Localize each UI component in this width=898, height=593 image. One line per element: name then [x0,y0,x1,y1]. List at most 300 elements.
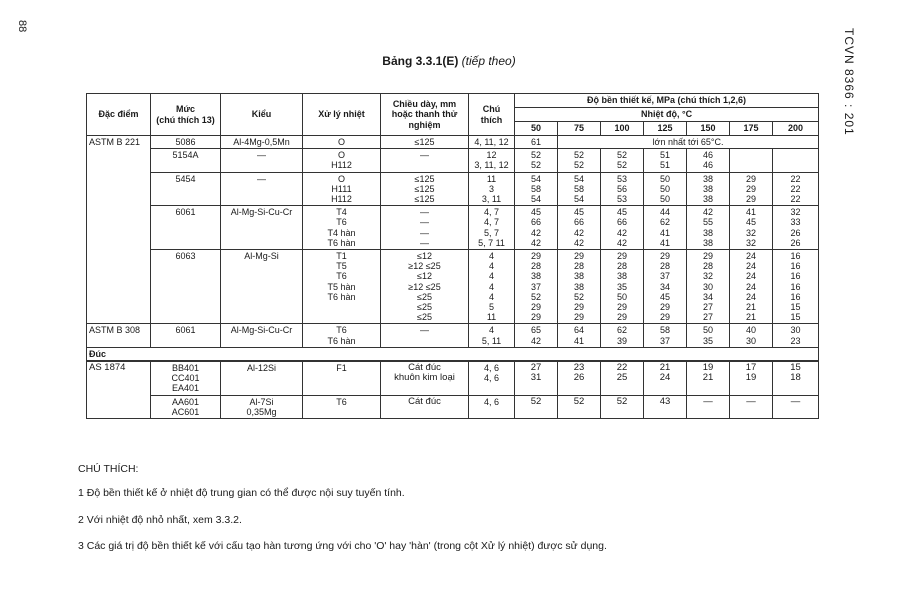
cell-line: T6 [336,325,347,336]
cell-line: O [337,137,345,147]
cell-line: 32 [702,271,713,282]
value-cell [730,172,773,206]
cell-line: — [746,395,756,407]
cell-line: 29 [702,251,713,262]
cell-line: 4, 7 [483,217,499,228]
cell-line: 32 [790,207,801,218]
cell-line: 24 [745,281,756,292]
header-kieu: Kiểu [221,94,303,136]
cell-line: 38 [616,271,627,282]
cell-line: 40 [745,325,756,336]
cell-line: 52 [530,160,541,171]
section-row [87,347,819,361]
table-title-text: Bảng 3.3.1(E) [382,54,459,68]
span-note-cell: lớn nhất tới 65°C. [558,136,819,149]
cell-line: 0,35Mg [246,406,277,417]
note-item-1: 1 Độ bền thiết kế ở nhiệt độ trung gian có thể được nội suy tuyến tính. [78,487,405,499]
cell-line: 65 [530,325,541,336]
cell-line: 28 [702,261,713,272]
cell-line: — [420,237,429,248]
cell-line: 16 [790,291,801,302]
value-cell [773,361,819,395]
cell-line: 21 [745,302,756,313]
cell-line: 51 [659,150,670,161]
cell-line: 5, 7 [483,227,499,238]
value-cell [515,172,558,206]
cell-line: 4 [488,261,494,272]
value-cell [558,172,601,206]
cell-line: 35 [616,281,627,292]
cell-line: ≤125 [414,137,435,147]
header-do-ben: Độ bền thiết kế, MPa (chú thích 1,2,6) [515,94,819,108]
cell-line: 24 [659,372,671,384]
cell-line: 56 [616,183,627,194]
note-cell [469,361,515,395]
cell-line: ≤12 [417,271,432,282]
cell-line: T5 hàn [327,281,356,292]
cell-line: EA401 [171,383,200,394]
cell-line: 27 [702,312,713,323]
cell-line: 16 [790,251,801,262]
cell-line: 44 [659,207,670,218]
temper-cell [303,206,381,250]
cell-line: 28 [530,261,541,272]
cell-line: 53 [616,194,627,205]
cell-line: 38 [530,271,541,282]
value-cell [687,206,730,250]
cell-line: 24 [745,291,756,302]
cell-line: 4 [488,251,494,262]
cell-line: ≤12 [417,251,432,262]
cell-line: 32 [745,237,756,248]
value-cell [687,324,730,347]
value-cell [515,206,558,250]
cell-line: 50 [659,183,670,194]
cell-line: Al-7Si [249,396,274,407]
cell-line: 30 [702,281,713,292]
cell-line: ≤25 [417,302,432,313]
cell-line: 29 [530,251,541,262]
spec-cell: ASTM B 221 [87,136,151,324]
temper-cell [303,395,381,418]
header-xu-ly-nhiet: Xử lý nhiệt [303,94,381,136]
thickness-cell [381,172,469,206]
cell-line: 29 [745,173,756,184]
cell-line: 42 [616,237,627,248]
note-cell [469,324,515,347]
value-cell [515,395,558,418]
cell-line: 52 [530,150,541,161]
cell-line: 38 [702,227,713,238]
thickness-cell [381,324,469,347]
value-cell [601,324,644,347]
cell-line: 24 [745,271,756,282]
grade-cell: 6061 [151,206,221,250]
page-number: 88 [16,20,28,33]
type-cell: Al-4Mg-0,5Mn [221,136,303,149]
cell-line: 5 [488,302,494,313]
cell-line: T6 hàn [327,335,356,346]
cell-line: 46 [702,160,713,171]
cell-line: O [337,173,345,184]
cell-line: 45 [745,217,756,228]
cell-line: 29 [573,312,584,323]
cell-line: 52 [573,395,585,407]
header-temp-175: 175 [730,122,773,136]
value-cell [558,361,601,395]
cell-line: ≤25 [417,312,432,323]
cell-line: 54 [530,194,541,205]
cell-line: 22 [616,362,628,374]
temper-cell [303,149,381,172]
cell-line: 64 [573,325,584,336]
cell-line: — [420,150,429,161]
cell-line: 4, 7 [483,207,499,218]
cell-line: T4 [336,207,347,218]
temper-cell [303,324,381,347]
cell-line: 34 [702,291,713,302]
cell-line: 29 [659,302,670,313]
thickness-cell [381,250,469,324]
cell-line: 37 [659,271,670,282]
cell-line: 22 [790,194,801,205]
value-cell [644,206,687,250]
cell-line: 58 [573,183,584,194]
cell-line: 38 [573,271,584,282]
cell-line: 45 [616,207,627,218]
value-cell [773,250,819,324]
cell-line: ≤125 [414,194,435,205]
cell-line: T6 hàn [327,237,356,248]
cell-line: 26 [790,227,801,238]
value-cell [644,149,687,172]
cell-line: 42 [616,227,627,238]
cell-line: 15 [790,312,801,323]
cell-line: 4 [488,291,494,302]
cell-line: 41 [659,227,670,238]
note-cell [469,172,515,206]
value-cell [558,149,601,172]
cell-line: 66 [530,217,541,228]
cell-line: 29 [573,302,584,313]
value-cell [601,361,644,395]
table-row [87,206,819,250]
type-cell [221,395,303,418]
cell-line: ≤25 [417,291,432,302]
type-cell: Al-Mg-Si [221,250,303,324]
cell-line: 15 [790,302,801,313]
cell-line: 11 [486,312,497,323]
note-item-2: 2 Với nhiệt độ nhỏ nhất, xem 3.3.2. [78,514,242,526]
cell-line: 22 [790,173,801,184]
note-cell [469,250,515,324]
value-cell [644,250,687,324]
table-title [0,54,898,68]
cell-line: 52 [530,291,541,302]
type-cell [221,361,303,395]
value-cell [601,206,644,250]
cell-line: 42 [530,227,541,238]
table-row [87,395,819,418]
cell-line: 18 [790,372,801,384]
cell-line: Cát đúc [408,395,441,407]
cell-line: 54 [573,194,584,205]
table-row [87,149,819,172]
type-cell: — [221,172,303,206]
cell-line: 4, 6 [483,373,499,384]
value-cell [558,250,601,324]
cell-line: 52 [616,150,627,161]
temper-cell [303,361,381,395]
value-cell [515,250,558,324]
cell-line: H111 [331,183,352,194]
header-nhiet-do: Nhiệt độ, °C [515,108,819,122]
note-item-3: 3 Các giá trị độ bền thiết kế với cấu tạo hàn tương ứng với cho 'O' hay 'hàn' (trong cột Xử lý nhiệt) được sử dụng. [78,540,607,552]
cell-line: 50 [659,194,670,205]
table-row [87,361,819,395]
header-muc-note: (chú thích 13) [156,114,215,125]
cell-line: T6 [336,396,347,407]
value-cell [601,395,644,418]
cell-line: 5, 7 11 [478,237,505,248]
header-dac-diem: Đặc điểm [87,94,151,136]
cell-line: 62 [616,325,627,336]
cell-line: 52 [573,150,584,161]
grade-cell [151,361,221,395]
cell-line: 43 [659,395,671,407]
value-cell [730,206,773,250]
cell-line: 19 [702,362,714,374]
value-cell [773,149,819,172]
notes-heading: CHÚ THÍCH: [78,463,139,475]
header-chieu-day: Chiều dày, mm hoặc thanh thử nghiệm [381,94,469,136]
cell-line: 50 [659,173,670,184]
cell-line: 26 [790,237,801,248]
value-cell [730,395,773,418]
table-row [87,172,819,206]
cell-line: ≥12 ≤25 [408,281,441,292]
value-cell [773,206,819,250]
temper-cell [303,250,381,324]
cell-line: T6 hàn [327,291,356,302]
header-temp-75: 75 [558,122,601,136]
cell-line: — [420,217,429,228]
table-row [87,250,819,324]
thickness-cell [381,149,469,172]
cell-line: 29 [616,312,627,323]
value-cell [773,395,819,418]
thickness-cell [381,206,469,250]
cell-line: khuôn kim loại [394,372,455,384]
cell-line: 5, 11 [481,335,502,346]
cell-line: 28 [616,261,627,272]
cell-line: 62 [659,217,670,228]
value-cell [687,149,730,172]
cell-line: 66 [573,217,584,228]
cell-line: 29 [745,194,756,205]
design-strength-table [86,93,819,419]
cell-line: CC401 [171,373,200,384]
spec-cell: ASTM B 308 [87,324,151,347]
cell-line: 28 [573,261,584,272]
cell-line: T5 [336,261,347,272]
cell-line: 41 [573,335,584,346]
cell-line: T6 [336,271,347,282]
cell-line: O [337,150,345,161]
cell-line: AA601 [171,396,200,407]
cell-line: 38 [702,237,713,248]
cell-line: 52 [573,160,584,171]
cell-line: 38 [702,194,713,205]
cell-line: — [420,325,429,336]
header-temp-125: 125 [644,122,687,136]
cell-line: 27 [530,362,542,374]
cell-line: 4 [488,281,494,292]
header-muc-label: Mức [175,104,196,115]
value-cell [558,395,601,418]
cell-line: Cát đúc [408,362,441,374]
cell-line: 58 [530,183,541,194]
cell-line: 29 [530,312,541,323]
cell-line: 31 [530,372,542,384]
cell-line: 25 [616,372,628,384]
value-cell [515,361,558,395]
cell-line: T4 hàn [327,227,356,238]
thickness-cell [381,361,469,395]
cell-line: 29 [616,251,627,262]
cell-line: 3, 11 [481,194,502,205]
value-cell [773,172,819,206]
temper-cell [303,172,381,206]
cell-line: 29 [573,251,584,262]
cell-line: 50 [702,325,713,336]
cell-line: — [420,207,429,218]
table-row [87,324,819,347]
cell-line: 52 [616,160,627,171]
cell-line: 54 [573,173,584,184]
cell-line: 30 [790,325,801,336]
cell-line: 23 [790,335,801,346]
value-cell [730,324,773,347]
cell-line: 32 [745,227,756,238]
table-title-suffix: (tiếp theo) [461,54,516,68]
cell-line: F1 [336,363,347,374]
header-temp-50: 50 [515,122,558,136]
cell-line: 28 [659,261,670,272]
cell-line: 35 [702,335,713,346]
cell-line: 17 [745,362,757,374]
value-cell [515,149,558,172]
cell-line: 29 [616,302,627,313]
cell-line: T1 [336,251,347,262]
cell-line: 52 [573,291,584,302]
cell-line: 4, 6 [483,396,499,407]
header-chu-thich: Chú thích [469,94,515,136]
cell-line: 41 [659,237,670,248]
value-cell [601,149,644,172]
cell-line: 27 [702,302,713,313]
cell-line: ≤125 [414,173,435,184]
thickness-cell [381,395,469,418]
note-cell [469,149,515,172]
cell-line: 4 [488,271,494,282]
cell-line: T6 [336,217,347,228]
cell-line: 42 [530,335,541,346]
cell-line: 29 [530,302,541,313]
cell-line: BB401 [171,363,200,374]
grade-cell: 5454 [151,172,221,206]
temper-cell [303,136,381,149]
cell-line: — [703,395,713,407]
cell-line: 21 [702,372,714,384]
grade-cell: 6061 [151,324,221,347]
cell-line: 45 [573,207,584,218]
value-cell [730,361,773,395]
value-cell [730,149,773,172]
cell-line: 29 [659,251,670,262]
value-cell [730,250,773,324]
cell-line: ≤125 [414,183,435,194]
cell-line: H112 [331,194,352,205]
cell-line: 38 [702,173,713,184]
cell-line: 61 [530,137,541,147]
grade-cell: 5086 [151,136,221,149]
value-cell [644,361,687,395]
value-cell [558,206,601,250]
cell-line: 50 [616,291,627,302]
cell-line: 3, 11, 12 [474,160,509,171]
cell-line: 51 [659,160,670,171]
header-temp-200: 200 [773,122,819,136]
cell-line: 54 [530,173,541,184]
value-cell [687,250,730,324]
cell-line: 39 [616,335,627,346]
cell-line: 42 [573,227,584,238]
type-cell: Al-Mg-Si-Cu-Cr [221,324,303,347]
cell-line: 16 [790,281,801,292]
cell-line: 52 [530,395,542,407]
value-cell [644,172,687,206]
header-temp-150: 150 [687,122,730,136]
cell-line: 24 [745,251,756,262]
cell-line: 42 [702,207,713,218]
note-cell [469,395,515,418]
value-cell [515,136,558,149]
cell-line: Al-12Si [246,363,276,374]
cell-line: 33 [790,217,801,228]
cell-line: 52 [616,395,628,407]
type-cell: — [221,149,303,172]
value-cell [558,324,601,347]
header-muc [151,94,221,136]
cell-line: 30 [745,335,756,346]
cell-line: 42 [573,237,584,248]
cell-line: 26 [573,372,585,384]
cell-line: 66 [616,217,627,228]
cell-line: — [420,227,429,238]
cell-line: 21 [659,362,671,374]
cell-line: 46 [702,150,713,161]
table-row [87,136,819,149]
cell-line: 12 [486,150,497,161]
cell-line: AC601 [171,406,200,417]
cell-line: 55 [702,217,713,228]
cell-line: 53 [616,173,627,184]
spec-cell: AS 1874 [87,361,151,419]
cell-line: ≥12 ≤25 [408,261,441,272]
cell-line: 42 [530,237,541,248]
cell-line: 22 [790,183,801,194]
